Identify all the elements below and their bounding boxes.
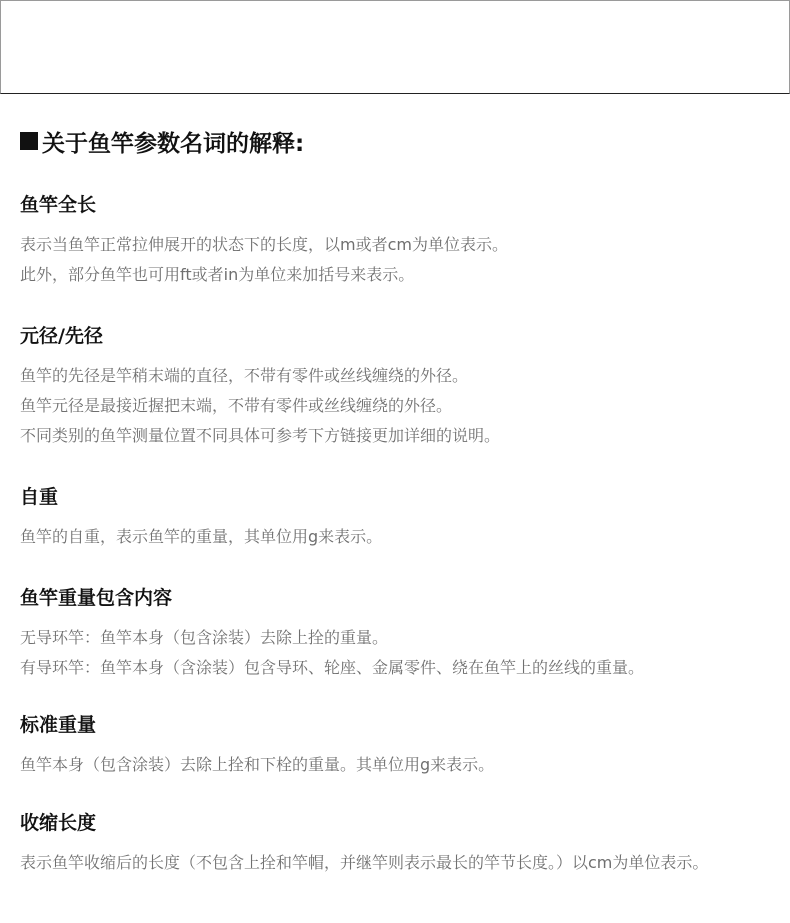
section-text-line: 鱼竿的自重，表示鱼竿的重量，其单位用g来表示。 bbox=[20, 527, 383, 546]
section-total-length bbox=[20, 190, 772, 290]
section-text-line: 无导环竿：鱼竿本身（包含涂装）去除上拴的重量。 bbox=[20, 628, 389, 647]
section-heading: 鱼竿全长 bbox=[20, 194, 97, 216]
section-diameter bbox=[20, 321, 772, 451]
section-heading: 标准重量 bbox=[20, 714, 97, 736]
black-square-icon bbox=[20, 132, 38, 150]
section-text-line: 不同类别的鱼竿测量位置不同具体可参考下方链接更加详细的说明。 bbox=[20, 426, 501, 445]
section-text-line: 鱼竿本身（包含涂装）去除上拴和下栓的重量。其单位用g来表示。 bbox=[20, 755, 495, 774]
section-self-weight bbox=[20, 482, 772, 552]
section-text-line: 表示当鱼竿正常拉伸展开的状态下的长度，以m或者cm为单位表示。 bbox=[20, 235, 508, 254]
section-text-line: 鱼竿的先径是竿稍末端的直径，不带有零件或丝线缠绕的外径。 bbox=[20, 366, 469, 385]
section-heading: 鱼竿重量包含内容 bbox=[20, 587, 173, 609]
section-heading: 自重 bbox=[20, 486, 59, 508]
section-standard-weight bbox=[20, 710, 772, 780]
section-text-line: 有导环竿：鱼竿本身（含涂装）包含导环、轮座、金属零件、绕在鱼竿上的丝线的重量。 bbox=[20, 658, 645, 677]
section-weight-contents bbox=[20, 583, 772, 683]
top-empty-panel bbox=[0, 0, 790, 94]
section-heading: 元径/先径 bbox=[20, 325, 103, 347]
section-text-line: 表示鱼竿收缩后的长度（不包含上拴和竿帽，并继竿则表示最长的竿节长度。）以cm为单位表示。 bbox=[20, 853, 709, 872]
section-text-line: 鱼竿元径是最接近握把末端，不带有零件或丝线缠绕的外径。 bbox=[20, 396, 453, 415]
section-collapsed-length bbox=[20, 808, 772, 878]
page-title bbox=[20, 126, 304, 156]
page-title-text: 关于鱼竿参数名词的解释: bbox=[42, 130, 305, 157]
section-text-line: 此外，部分鱼竿也可用ft或者in为单位来加括号来表示。 bbox=[20, 265, 415, 284]
section-heading: 收缩长度 bbox=[20, 812, 97, 834]
